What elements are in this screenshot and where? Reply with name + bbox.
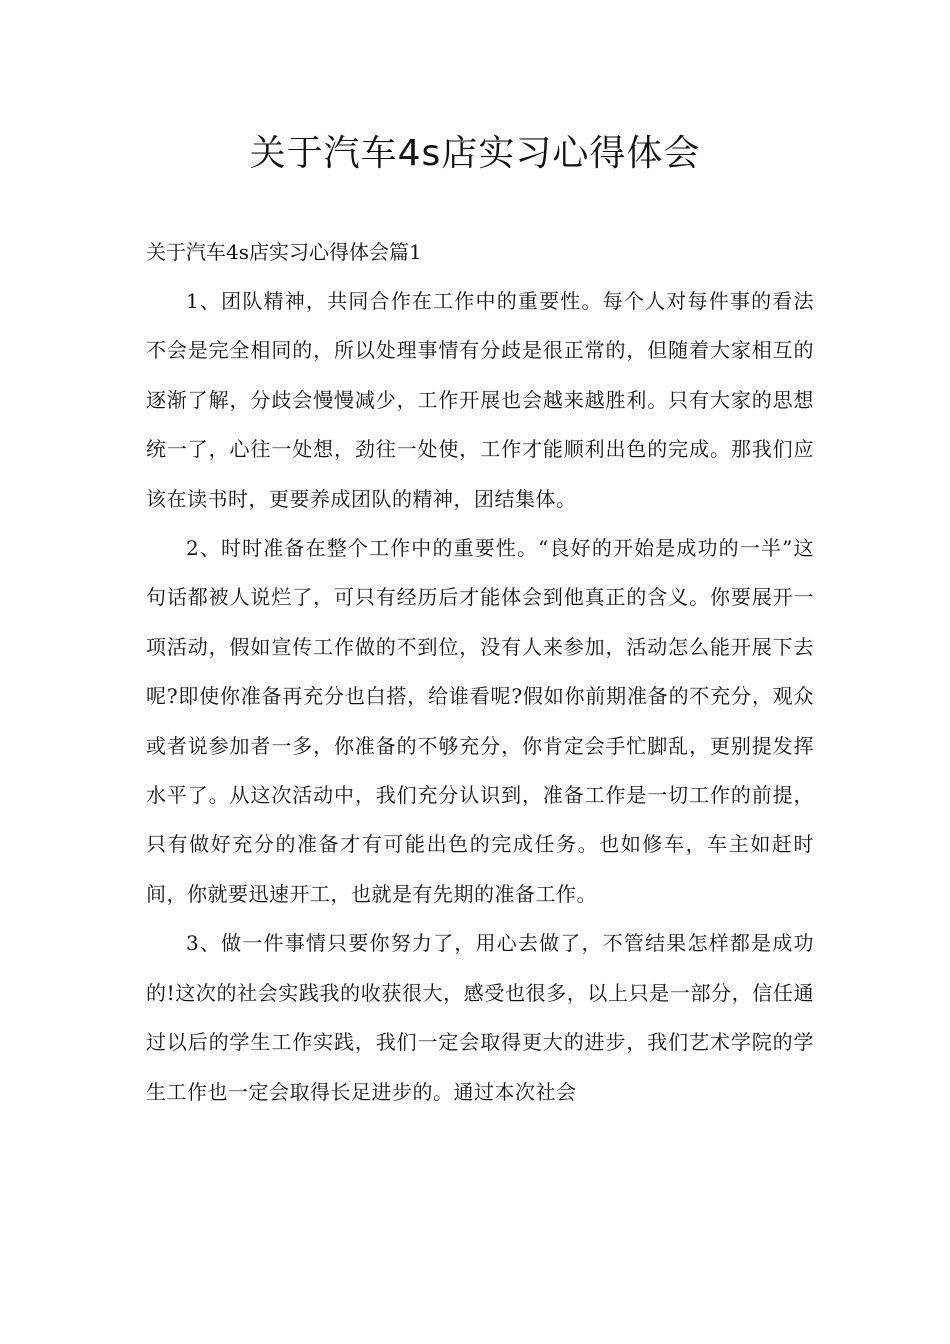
document-title: 关于汽车4s店实习心得体会 bbox=[249, 133, 701, 174]
paragraph-1: 1、团队精神，共同合作在工作中的重要性。每个人对每件事的看法不会是完全相同的，所以处理事情有分歧是很正常的，但随着大家相互的逐渐了解，分歧会慢慢减少，工作开展也会越来越胜利。只有大家的思想统一了，心往一处想，劲往一处使，工作才能顺利出色的完成。那我们应该在读书时，更要养成团队的精神，团结集体。 bbox=[146, 289, 814, 511]
paragraph-2: 2、时时准备在整个工作中的重要性。“良好的开始是成功的一半”这句话都被人说烂了，可只有经历后才能体会到他真正的含义。你要展开一项活动，假如宣传工作做的不到位，没有人来参加，活动怎么能开展下去呢?即使你准备再充分也白搭，给谁看呢?假如你前期准备的不充分，观众或者说参加者一多，你准备的不够充分，你肯定会手忙脚乱，更别提发挥水平了。从这次活动中，我们充分认识到，准备工作是一切工作的前提，只有做好充分的准备才有可能出色的完成任务。也如修车，车主如赶时间，你就要迅速开工，也就是有先期的准备工作。 bbox=[146, 536, 814, 906]
section-heading: 关于汽车4s店实习心得体会篇1 bbox=[146, 240, 422, 264]
paragraph-3: 3、做一件事情只要你努力了，用心去做了，不管结果怎样都是成功的!这次的社会实践我的收获很大，感受也很多，以上只是一部分，信任通过以后的学生工作实践，我们一定会取得更大的进步，我们艺术学院的学生工作也一定会取得长足进步的。通过本次社会 bbox=[146, 931, 814, 1104]
document-body bbox=[146, 228, 814, 1117]
